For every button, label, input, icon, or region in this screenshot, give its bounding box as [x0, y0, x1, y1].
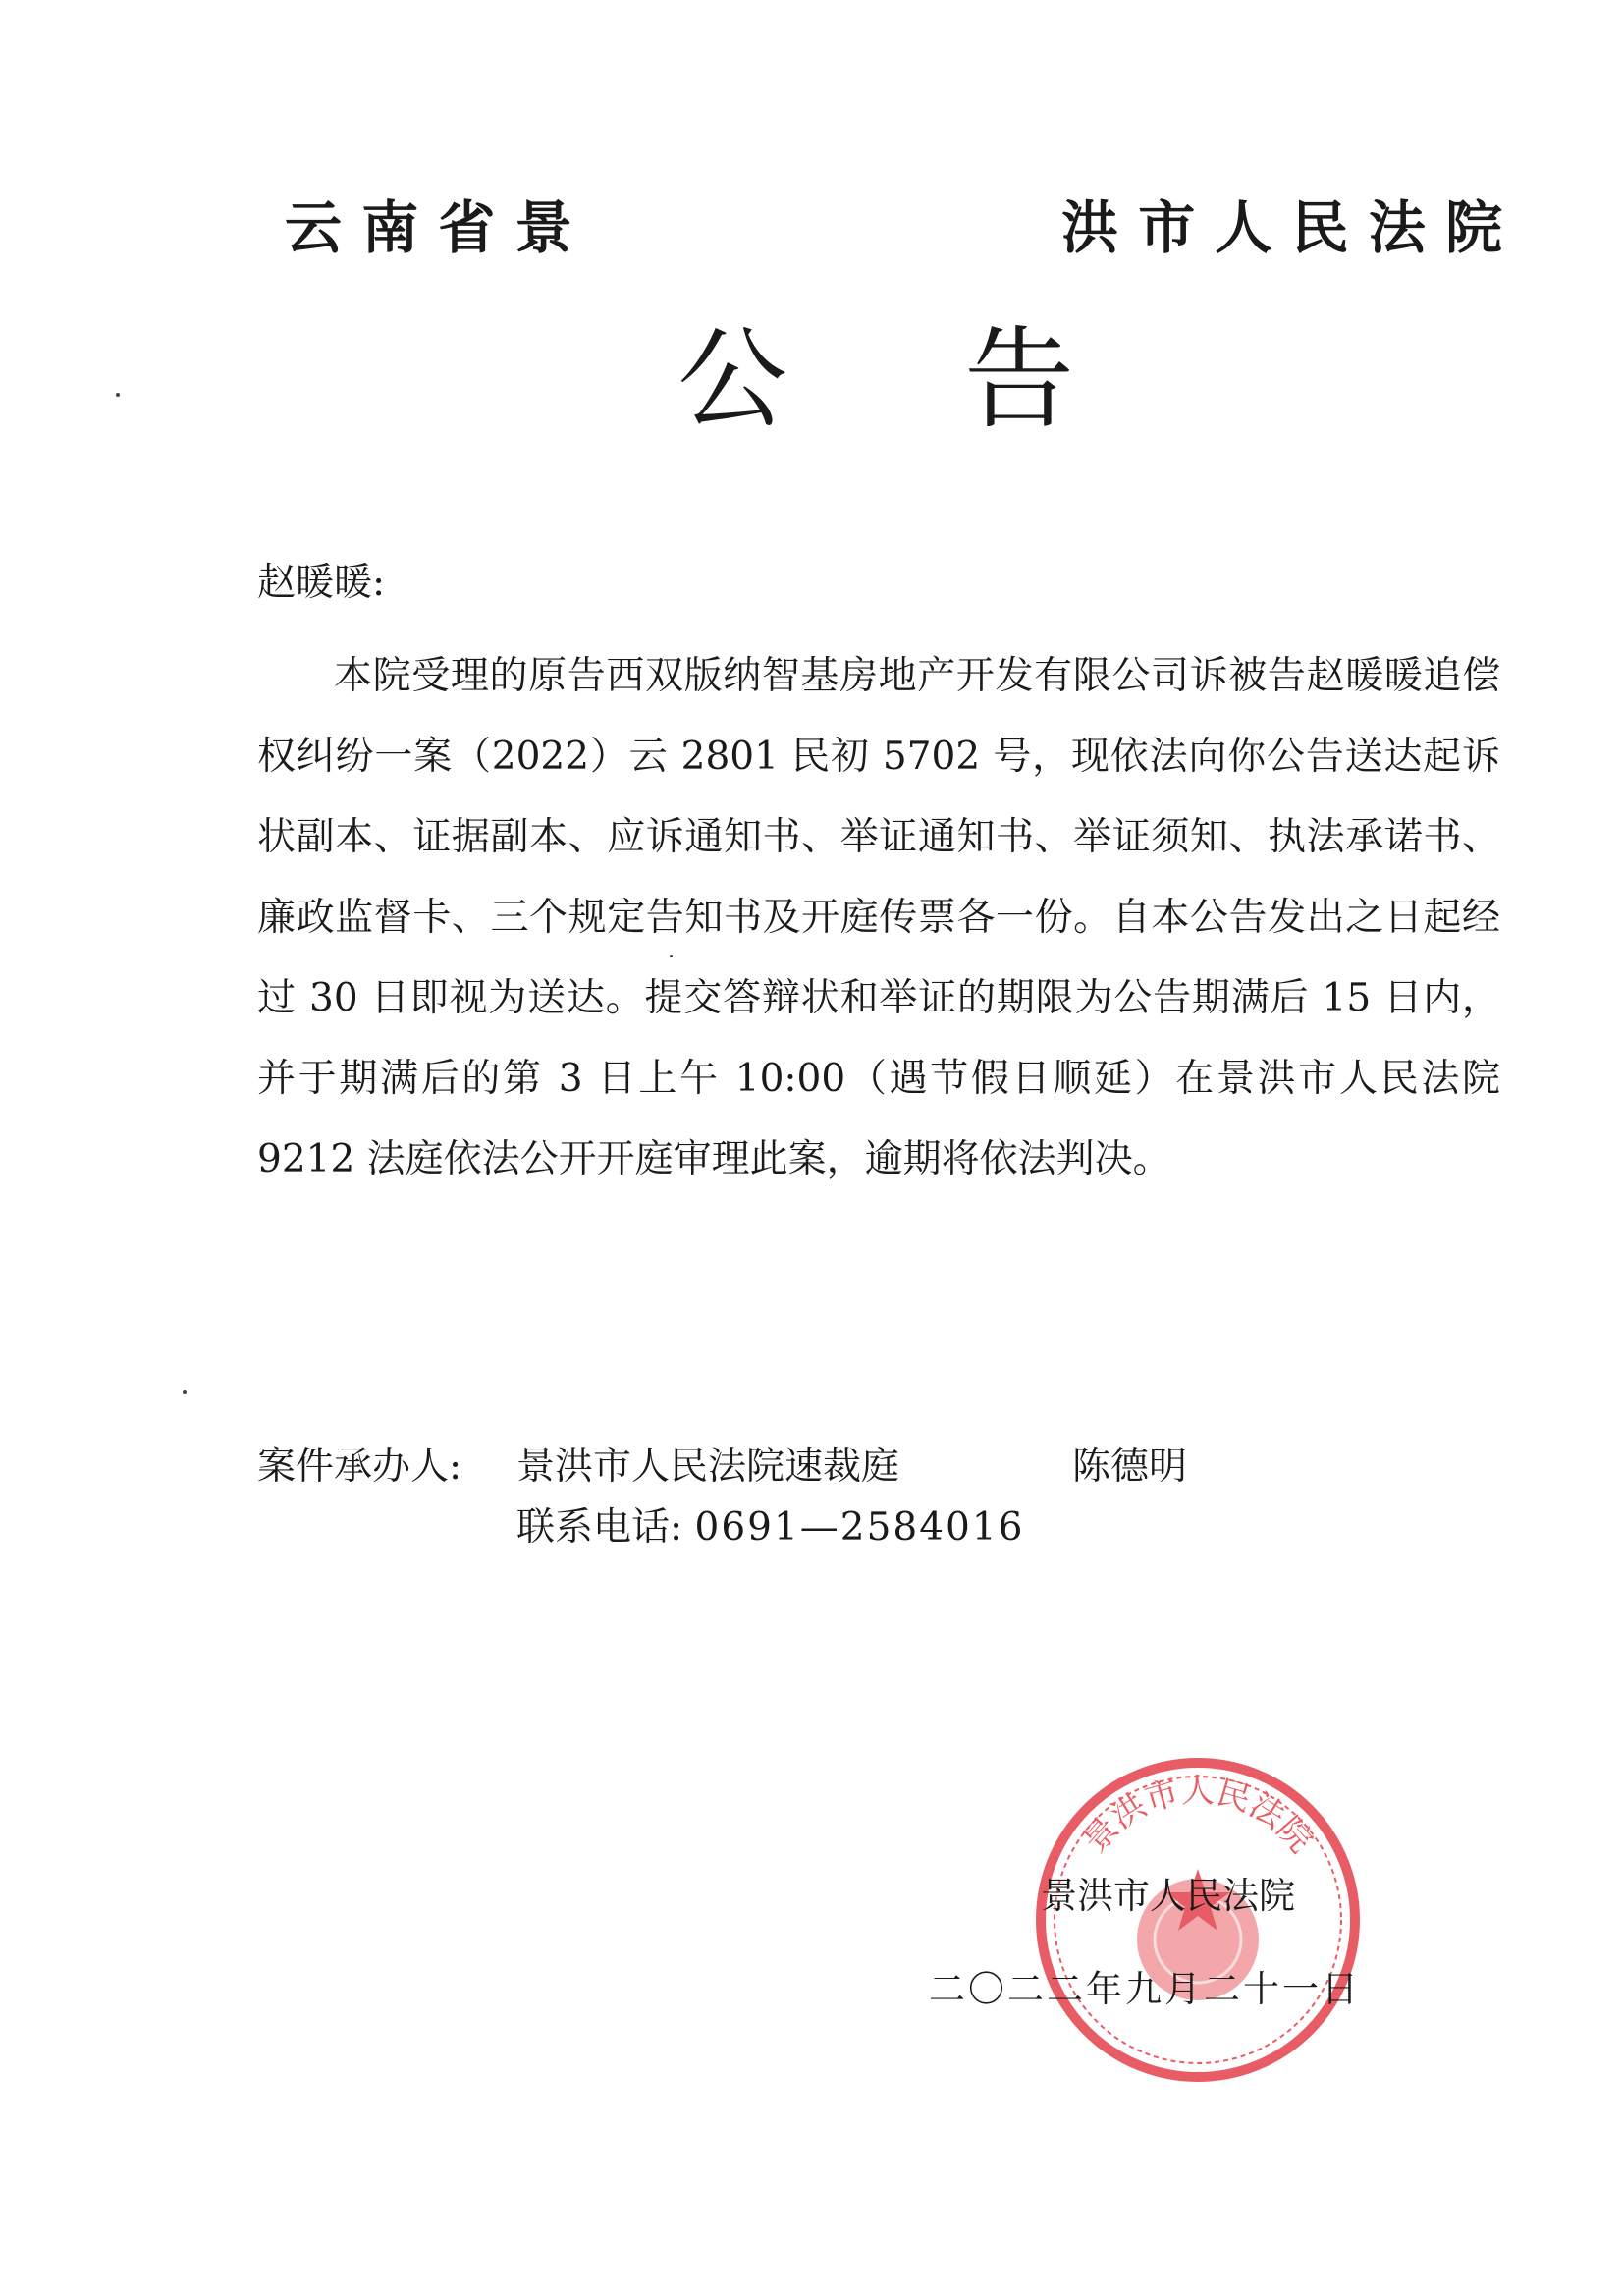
announcement-body: 本院受理的原告西双版纳智基房地产开发有限公司诉被告赵暖暖追偿权纠纷一案（2022）云 2801 民初 5702 号，现依法向你公告送达起诉状副本、证据副本、应诉通知书、举证通知书、举证须知、执法承诺书、廉政监督卡、三个规定告知书及开庭传票各一份。自本公告发出之日起经过 30 日即视为送达。提交答辩状和举证的期限为公告期满后 15 日内，并于期满后的第 3 日上午 10:00（遇节假日顺延）在景洪市人民法院 9212 法庭依法公开开庭审理此案，逾期将依法判决。	[257, 654, 1500, 1181]
handler-unit: 景洪市人民法院速裁庭	[516, 1445, 900, 1489]
seal-text: 景洪市人民法院	[1075, 1772, 1321, 1861]
addressee: 赵暖暖:	[257, 561, 386, 605]
court-name-part2: 洪 市 人 民 法 院	[1061, 194, 1502, 261]
phone-label: 联系电话:	[516, 1505, 683, 1550]
phone-number: 0691—2584016	[694, 1505, 1025, 1550]
court-name-heading	[285, 191, 1502, 264]
scan-speck	[183, 1390, 187, 1394]
handler-name: 陈德明	[1072, 1445, 1188, 1489]
issue-date: 二〇二二年九月二十一日	[929, 1968, 1361, 2010]
doc-title: 公告	[677, 316, 1251, 444]
handler-label: 案件承办人:	[257, 1445, 462, 1489]
court-name-part1: 云 南 省 景	[285, 194, 572, 261]
scan-speck	[116, 393, 120, 397]
issuer-name: 景洪市人民法院	[1041, 1875, 1295, 1917]
contact-phone	[516, 1501, 1025, 1556]
scan-speck	[670, 955, 673, 957]
